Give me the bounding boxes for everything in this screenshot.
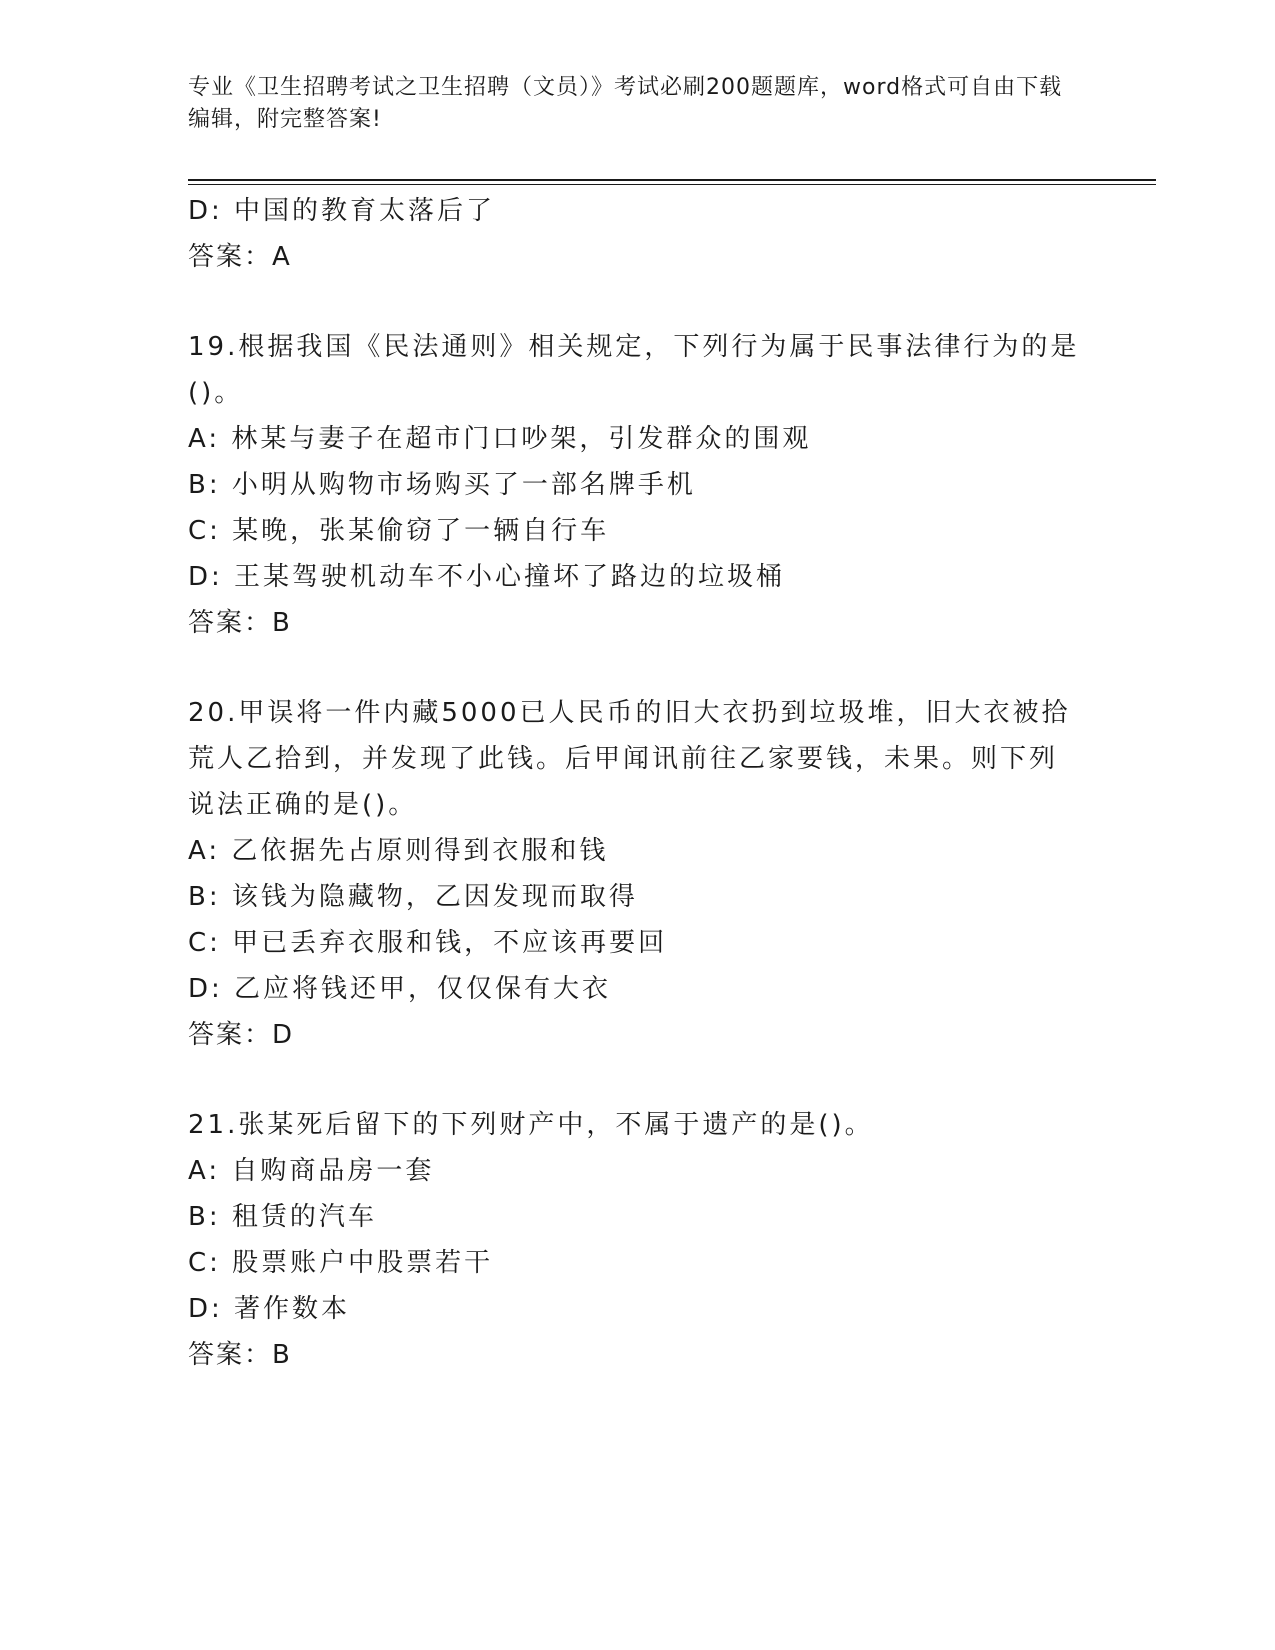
question-stem-line: 21.张某死后留下的下列财产中，不属于遗产的是()。 [188, 1110, 874, 1140]
option-a: A: 自购商品房一套 [188, 1156, 435, 1186]
question-stem-line: 20.甲误将一件内藏5000已人民币的旧大衣扔到垃圾堆，旧大衣被拾 [188, 698, 1071, 728]
option-c: C: 某晚，张某偷窃了一辆自行车 [188, 516, 610, 546]
option-b: B: 该钱为隐藏物，乙因发现而取得 [188, 882, 638, 912]
header-rule-thick [188, 179, 1156, 181]
option-c: C: 甲已丢弃衣服和钱，不应该再要回 [188, 928, 668, 958]
question-content [188, 188, 1088, 1378]
option-d: D: 乙应将钱还甲，仅仅保有大衣 [188, 974, 612, 1004]
option-a: A: 林某与妻子在超市门口吵架，引发群众的围观 [188, 424, 812, 454]
option-a: A: 乙依据先占原则得到衣服和钱 [188, 836, 609, 866]
answer: 答案：B [188, 608, 292, 638]
document-header: 专业《卫生招聘考试之卫生招聘（文员）》考试必刷200题题库，word格式可自由下载编辑，附完整答案! [188, 75, 1063, 132]
option-c: C: 股票账户中股票若干 [188, 1248, 494, 1278]
question-20 [188, 690, 1088, 1058]
header-rule-thin [188, 184, 1156, 185]
spacer [188, 1058, 1088, 1102]
option-d: D: 著作数本 [188, 1294, 351, 1324]
option-b: B: 租赁的汽车 [188, 1202, 377, 1232]
question-stem-line: 说法正确的是()。 [188, 790, 418, 820]
question-19 [188, 324, 1088, 646]
option-d: D: 王某驾驶机动车不小心撞坏了路边的垃圾桶 [188, 562, 786, 592]
question-stem-line: ()。 [188, 378, 244, 408]
option-b: B: 小明从购物市场购买了一部名牌手机 [188, 470, 696, 500]
prev-answer: 答案：A [188, 242, 292, 272]
answer: 答案：B [188, 1340, 292, 1370]
question-stem-line: 19.根据我国《民法通则》相关规定，下列行为属于民事法律行为的是 [188, 332, 1080, 362]
spacer [188, 646, 1088, 690]
question-stem-line: 荒人乙拾到，并发现了此钱。后甲闻讯前往乙家要钱，未果。则下列 [188, 744, 1059, 774]
spacer [188, 280, 1088, 324]
question-21 [188, 1102, 1088, 1378]
answer: 答案：D [188, 1020, 295, 1050]
prev-option-d: D: 中国的教育太落后了 [188, 196, 496, 226]
